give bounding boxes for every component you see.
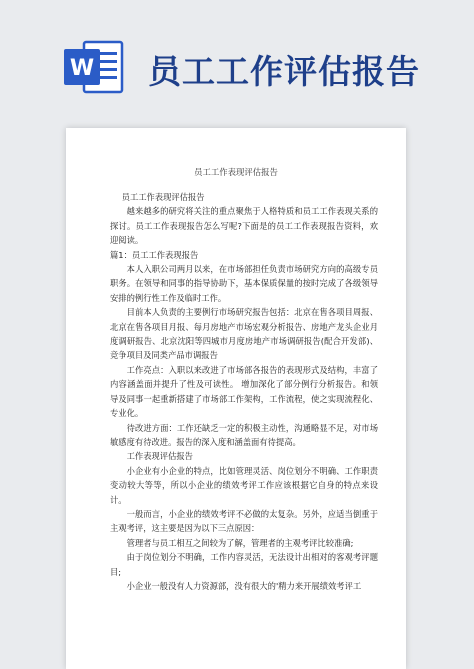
paragraph: 小企业有小企业的特点，比如管理灵活、岗位划分不明确、工作职责变动较大等等，所以小企业的绩效考评工作应该根据它自身的特点来设计。 xyxy=(110,465,378,505)
paragraph: 由于岗位划分不明确，工作内容灵活，无法设计出相对的客观考评题目; xyxy=(110,552,378,577)
word-logo-letter: W xyxy=(69,56,95,81)
document-page xyxy=(66,128,406,669)
word-logo-icon xyxy=(62,38,124,96)
document-body xyxy=(110,190,378,593)
paragraph: 小企业一般没有人力资源部，没有很大的'精力来开展绩效考评工 xyxy=(126,580,362,591)
paragraph: 本人入职公司两月以来，在市场部担任负责市场研究方向的高级专员职务。在领导和同事的指导协助下，基本保质保量的按时完成了各级领导安排的例行性工作及临时工作。 xyxy=(110,264,378,303)
document-title: 员工工作表现评估报告 xyxy=(194,167,278,177)
paragraph: 管理者与员工相互之间较为了解，管理者的主观考评比较准确; xyxy=(126,537,354,548)
paragraph: 待改进方面：工作还缺乏一定的积极主动性，沟通略显不足，对市场敏感度有待改进。报告的深入度和涵盖面有待提高。 xyxy=(110,422,378,447)
paragraph: 越来越多的研究将关注的重点聚焦于人格特质和员工工作表现关系的探讨。员工工作表现报告怎么写呢?下面是的员工工作表现报告资料，欢迎阅读。 xyxy=(110,206,378,246)
paragraph: 工作亮点：入职以来改进了市场部各报告的表现形式及结构，丰富了内容涵盖面并提升了性及可读性。 增加深化了部分例行分析报告。和领导及同事一起重新搭建了市场部工作架构，工作流程，使之实现流程化、专业化。 xyxy=(110,364,378,419)
section-heading: 篇1：员工工作表现报告 xyxy=(110,249,199,260)
paragraph: 一般而言，小企业的绩效考评不必做的太复杂。另外，应适当倒重于主观考评，这主要是因为以下三点原因： xyxy=(110,508,378,534)
paragraph: 员工工作表现评估报告 xyxy=(121,192,205,202)
header xyxy=(0,0,474,120)
page-title: 员工工作评估报告 xyxy=(148,52,420,91)
paragraph: 目前本人负责的主要例行市场研究报告包括：北京在售各项目周报、北京在售各项目月报、每月房地产市场宏观分析报告、房地产龙头企业月度调研报告、北京沈阳等四城市月度房地产市场调研报告(配合开发部)、竞争项目及同类产品市调报告 xyxy=(110,307,378,361)
subheading: 工作表现评估报告 xyxy=(126,451,193,462)
